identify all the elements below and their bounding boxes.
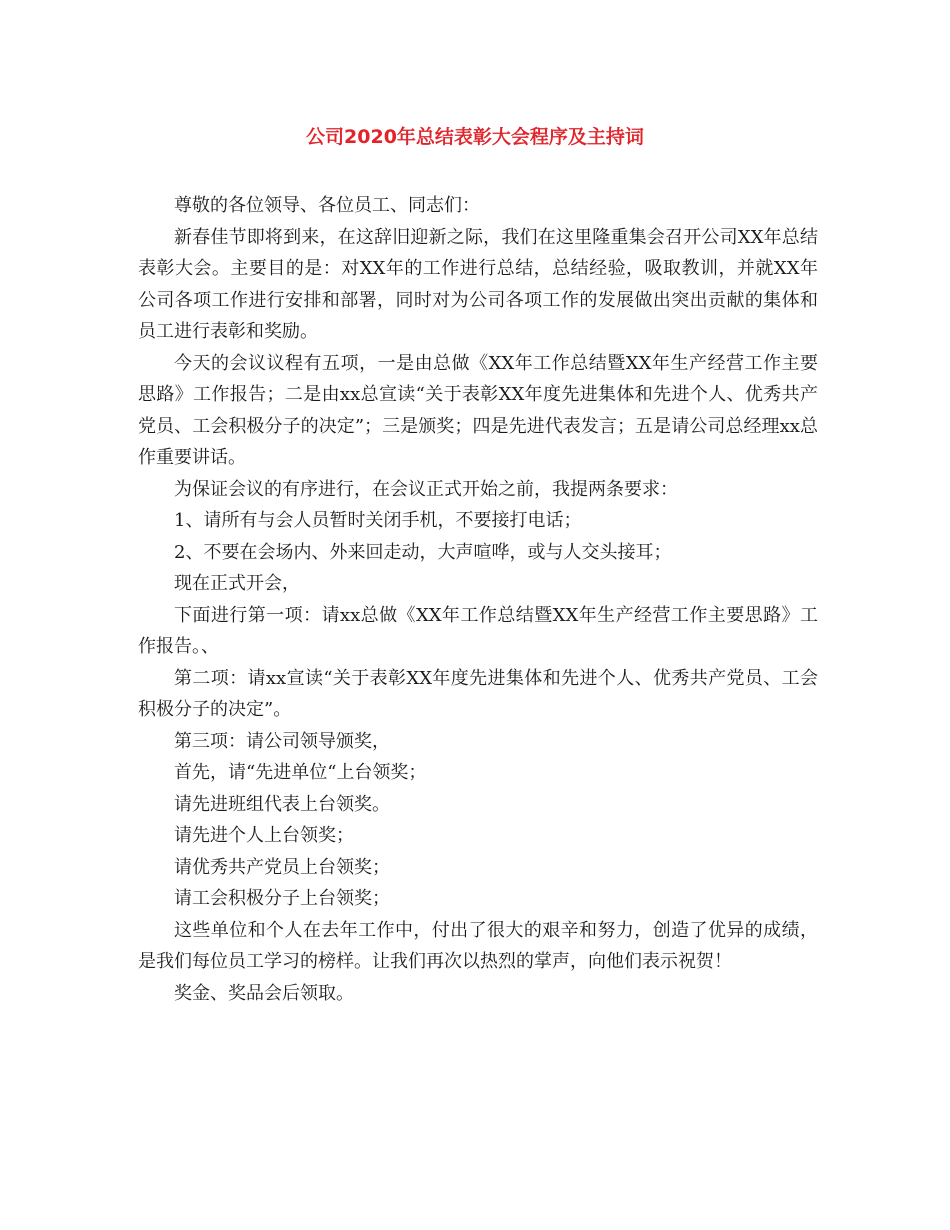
paragraph-congratulations: 这些单位和个人在去年工作中，付出了很大的艰辛和努力，创造了优异的成绩，是我们每位员工学习的榜样。让我们再次以热烈的掌声，向他们表示祝贺！	[138, 919, 818, 972]
document-body	[138, 190, 818, 1009]
paragraph-item-2: 第二项：请xx宣读“关于表彰XX年度先进集体和先进个人、优秀共产党员、工会积极分子的决定”。	[138, 667, 818, 720]
paragraph-award-teams: 请先进班组代表上台领奖。	[174, 793, 390, 815]
paragraph-requirement-2: 2、不要在会场内、外来回走动，大声喧哗，或与人交头接耳；	[174, 541, 672, 563]
paragraph-item-1: 下面进行第一项：请xx总做《XX年工作总结暨XX年生产经营工作主要思路》工作报告。、	[138, 604, 818, 657]
paragraph-intro: 新春佳节即将到来，在这辞旧迎新之际，我们在这里隆重集会召开公司XX年总结表彰大会。主要目的是：对XX年的工作进行总结，总结经验，吸取教训，并就XX年公司各项工作进行安排和部署，同时对为公司各项工作的发展做出突出贡献的集体和员工进行表彰和奖励。	[138, 226, 818, 342]
paragraph-requirement-1: 1、请所有与会人员暂时关闭手机，不要接打电话；	[174, 510, 582, 531]
page-title: 公司2020年总结表彰大会程序及主持词	[306, 126, 644, 148]
paragraph-prizes: 奖金、奖品会后领取。	[174, 982, 354, 1004]
paragraph-award-individuals: 请先进个人上台领奖；	[174, 825, 354, 846]
paragraph-item-3: 第三项：请公司领导颁奖，	[174, 730, 390, 752]
paragraph-salutation: 尊敬的各位领导、各位员工、同志们：	[174, 195, 480, 216]
paragraph-agenda: 今天的会议议程有五项，一是由总做《XX年工作总结暨XX年生产经营工作主要思路》工作报告；二是由xx总宣读“关于表彰XX年度先进集体和先进个人、优秀共产党员、工会积极分子的决定”；三是颁奖；四是先进代表发言；五是请公司总经理xx总作重要讲话。	[138, 352, 818, 468]
paragraph-opening: 现在正式开会，	[174, 573, 300, 594]
paragraph-award-union: 请工会积极分子上台领奖；	[174, 888, 390, 909]
paragraph-requirements: 为保证会议的有序进行，在会议正式开始之前，我提两条要求：	[174, 478, 678, 500]
paragraph-award-units: 首先，请“先进单位“上台领奖；	[174, 762, 427, 783]
paragraph-award-party-members: 请优秀共产党员上台领奖；	[174, 856, 390, 878]
